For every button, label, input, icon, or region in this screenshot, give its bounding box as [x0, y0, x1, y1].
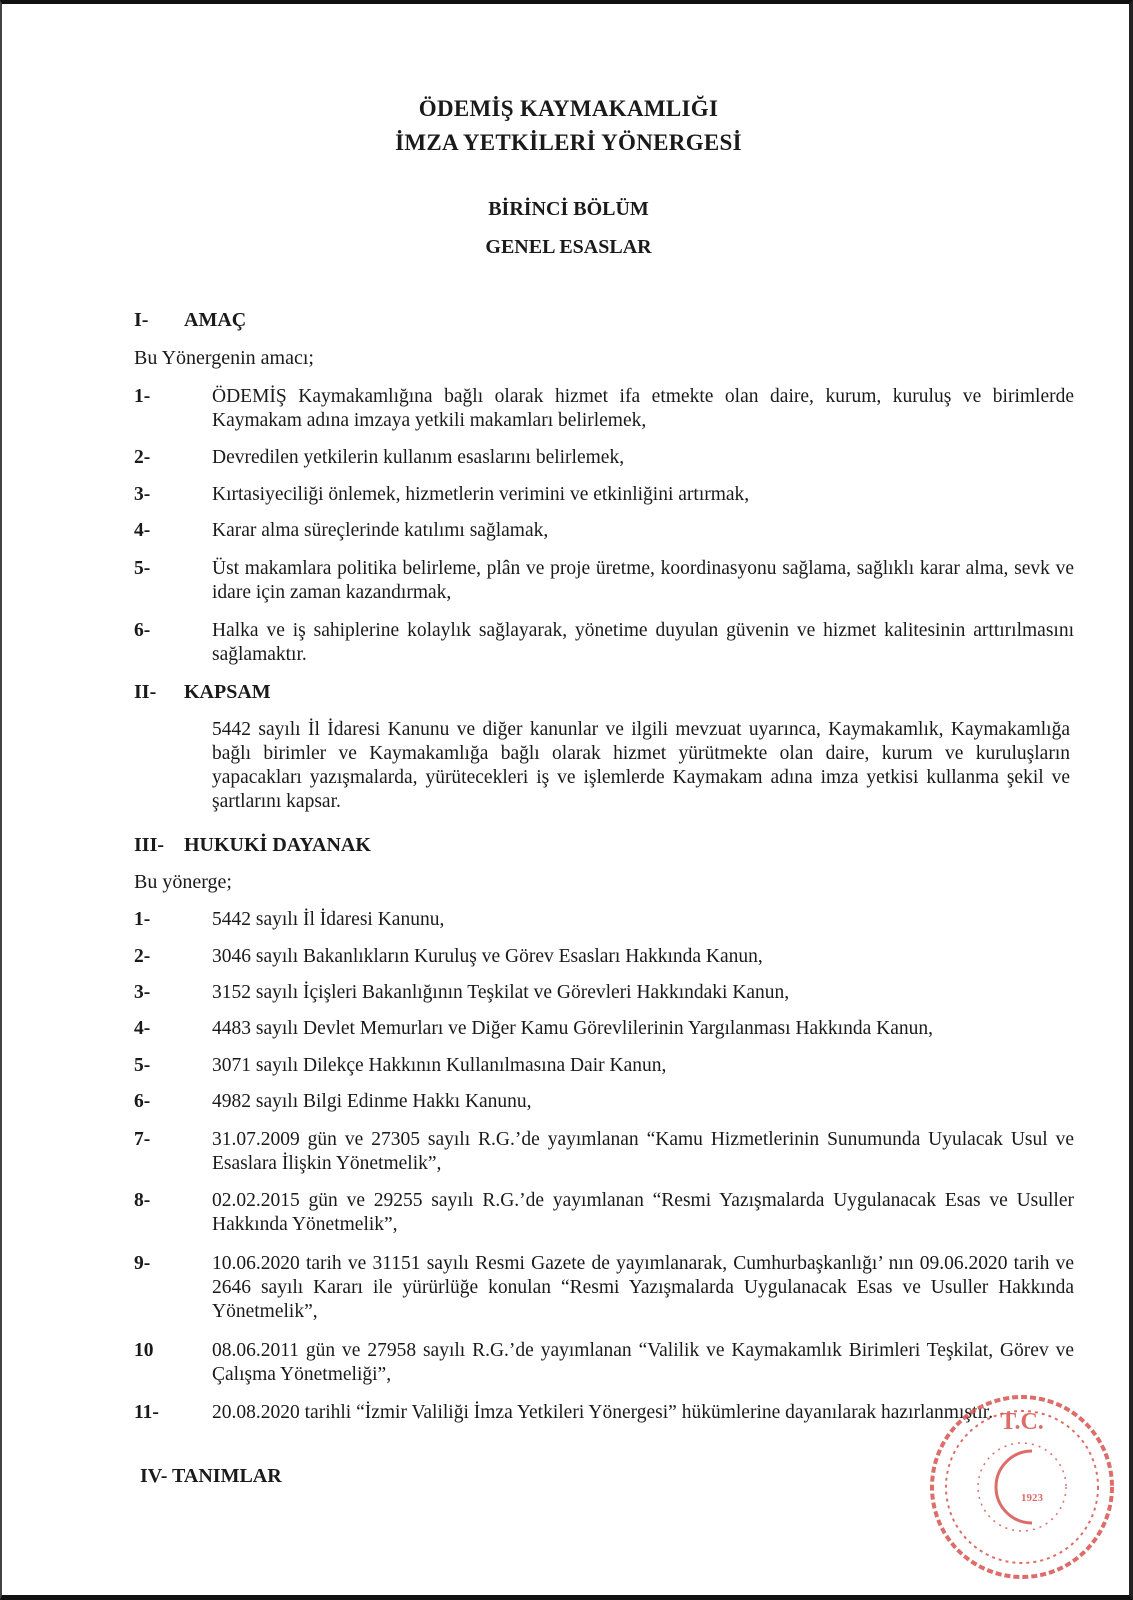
section-title: AMAÇ	[184, 309, 247, 331]
section-number: III-	[134, 834, 165, 856]
section-intro: Bu yönerge;	[134, 871, 232, 893]
section-heading-amac	[134, 309, 246, 332]
list-item	[134, 1054, 1074, 1078]
list-item	[134, 1189, 1074, 1237]
item-number: 4-	[134, 520, 151, 541]
item-text: 3046 sayılı Bakanlıkların Kuruluş ve Görev Esasları Hakkında Kanun,	[212, 946, 763, 967]
document-title-line1: ÖDEMİŞ KAYMAKAMLIĞI	[418, 96, 719, 121]
section-number: IV-	[140, 1465, 168, 1487]
list-item	[134, 981, 1074, 1005]
list-item	[134, 446, 1074, 470]
item-number: 4-	[134, 1018, 151, 1039]
item-text: Üst makamlara politika belirleme, plân ve proje üretme, koordinasyonu sağlama, sağlıklı karar alma, sevk ve idare için zaman kazandırmak,	[212, 558, 1074, 603]
section-title: HUKUKİ DAYANAK	[184, 834, 371, 856]
item-number: 7-	[134, 1129, 151, 1150]
item-text: 08.06.2011 gün ve 27958 sayılı R.G.’de yayımlanan “Valilik ve Kaymakamlık Birimleri Teşkilat, Görev ve Çalışma Yönetmeliği”,	[212, 1340, 1074, 1385]
item-number: 2-	[134, 946, 151, 967]
section-heading-kapsam	[134, 681, 271, 704]
item-text: 4982 sayılı Bilgi Edinme Hakkı Kanunu,	[212, 1091, 532, 1112]
section-heading-tanimlar	[140, 1465, 282, 1488]
seal-year: 1923	[1021, 1492, 1043, 1504]
list-item	[134, 519, 1074, 543]
item-text: 3071 sayılı Dilekçe Hakkının Kullanılmasına Dair Kanun,	[212, 1055, 667, 1076]
list-item	[134, 1252, 1074, 1324]
section-heading-hukuki-dayanak	[134, 834, 371, 857]
list-item	[134, 945, 1074, 969]
item-number: 1-	[134, 386, 151, 407]
chapter-label: BİRİNCİ BÖLÜM	[488, 198, 649, 220]
item-number: 6-	[134, 620, 151, 641]
list-item	[134, 1090, 1074, 1114]
list-item	[134, 557, 1074, 605]
item-number: 1-	[134, 909, 151, 930]
item-text: Karar alma süreçlerinde katılımı sağlamak,	[212, 520, 549, 541]
section-title: KAPSAM	[184, 681, 271, 703]
item-text: 5442 sayılı İl İdaresi Kanunu,	[212, 909, 445, 930]
chapter-title: GENEL ESASLAR	[485, 236, 652, 258]
list-item	[134, 1128, 1074, 1176]
section-number: I-	[134, 309, 149, 331]
list-item	[134, 483, 1074, 507]
item-text: 20.08.2020 tarihli “İzmir Valiliği İmza Yetkileri Yönergesi” hükümlerine dayanılarak hazırlanmıştır.	[212, 1402, 994, 1423]
section-number: II-	[134, 681, 157, 703]
item-number: 3-	[134, 982, 151, 1003]
item-number: 6-	[134, 1091, 151, 1112]
document-title-line2: İMZA YETKİLERİ YÖNERGESİ	[395, 130, 742, 155]
item-text: Devredilen yetkilerin kullanım esaslarını belirlemek,	[212, 447, 625, 468]
item-number: 5-	[134, 1055, 151, 1076]
section-paragraph: 5442 sayılı İl İdaresi Kanunu ve diğer kanunlar ve ilgili mevzuat uyarınca, Kaymakamlık, Kaymakamlığa bağlı birimler ve Kaymakamlığa bağlı olarak hizmet yürütmekte olan daire, kurum ve kuruluşların yapacakları yazışmalarda, yürütecekleri iş ve işlemlerde Kaymakam adına imza yetkisi kullanma şekil ve şartlarını kapsar.	[212, 719, 1070, 812]
item-number: 3-	[134, 484, 151, 505]
official-seal-stamp	[924, 1389, 1120, 1585]
item-text: Kırtasiyeciliği önlemek, hizmetlerin verimini ve etkinliğini artırmak,	[212, 484, 750, 505]
item-text: 3152 sayılı İçişleri Bakanlığının Teşkilat ve Görevleri Hakkındaki Kanun,	[212, 982, 790, 1003]
seal-text: T.C.	[1000, 1409, 1044, 1435]
section-intro: Bu Yönergenin amacı;	[134, 347, 314, 369]
item-text: ÖDEMİŞ Kaymakamlığına bağlı olarak hizmet ifa etmekte olan daire, kurum, kuruluş ve birimlerde Kaymakam adına imzaya yetkili makamları belirlemek,	[212, 386, 1074, 431]
item-number: 10	[134, 1340, 154, 1361]
item-number: 8-	[134, 1190, 151, 1211]
item-number: 9-	[134, 1253, 151, 1274]
item-text: 31.07.2009 gün ve 27305 sayılı R.G.’de yayımlanan “Kamu Hizmetlerinin Sunumunda Uyulacak Usul ve Esaslara İlişkin Yönetmelik”,	[212, 1129, 1074, 1174]
item-text: Halka ve iş sahiplerine kolaylık sağlayarak, yönetime duyulan güvenin ve hizmet kalitesinin arttırılmasını sağlamaktır.	[212, 620, 1074, 665]
list-item	[134, 1339, 1074, 1387]
section-title: TANIMLAR	[172, 1465, 282, 1487]
item-number: 2-	[134, 447, 151, 468]
list-item	[134, 1017, 1074, 1041]
item-text: 02.02.2015 gün ve 29255 sayılı R.G.’de yayımlanan “Resmi Yazışmalarda Uygulanacak Esas ve Usuller Hakkında Yönetmelik”,	[212, 1190, 1074, 1235]
item-text: 4483 sayılı Devlet Memurları ve Diğer Kamu Görevlilerinin Yargılanması Hakkında Kanun,	[212, 1018, 933, 1039]
list-item	[134, 619, 1074, 667]
list-item	[134, 385, 1074, 433]
list-item	[134, 908, 1074, 932]
item-number: 11-	[134, 1402, 159, 1423]
item-number: 5-	[134, 558, 151, 579]
item-text: 10.06.2020 tarih ve 31151 sayılı Resmi Gazete de yayımlanarak, Cumhurbaşkanlığı’ nın 09.06.2020 tarih ve 2646 sayılı Kararı ile yürürlüğe konulan “Resmi Yazışmalarda Uygulanacak Esas ve Usuller Hakkında Yönetmelik”,	[212, 1253, 1074, 1322]
